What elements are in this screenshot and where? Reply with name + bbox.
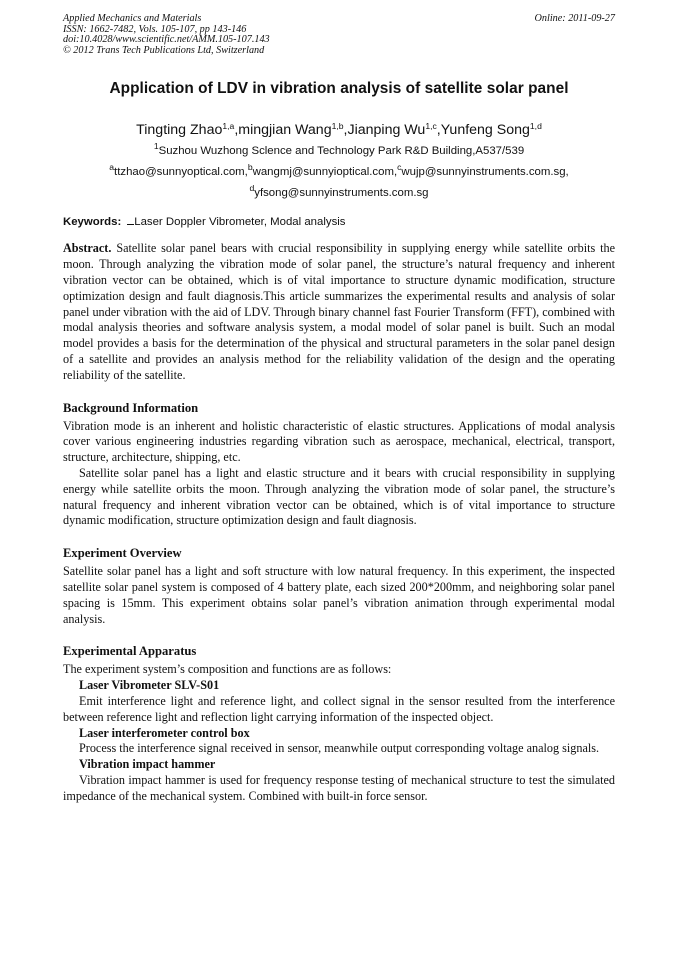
author-name: Tingting Zhao	[136, 122, 223, 139]
author-sep: ,	[436, 122, 441, 139]
author-sup: 1,d	[529, 121, 542, 132]
abstract-label: Abstract.	[63, 241, 112, 256]
issn-line: ISSN: 1662-7482, Vols. 105-107, pp 143-146	[63, 23, 247, 35]
author-sup: 1,a	[222, 121, 235, 132]
affiliation-text: Suzhou Wuzhong Sclence and Technology Park R&D Building,A537/539	[158, 145, 525, 158]
overview-paragraph-1: Satellite solar panel has a light and soft structure with low natural frequency. In this experiment, the inspected satellite solar panel system is composed of 4 battery plate, each sized 200*200mm, and neighboring solar panel spacing is 15mm. This experiment obtains solar panel’s vibration animation through experimental modal analysis.	[63, 564, 615, 626]
abstract-text: Satellite solar panel bears with crucial responsibility in supplying energy while satellite orbits the moon. Through analyzing the vibration mode of solar panel, the structure’s natural frequency and inherent vibration vector can be obtained, which is of vital importance to structure dynamic modification, structure optimization design and fault diagnosis.This article summarizes the experimental results and analysis of solar panel under vibration with the aid of LDV. Through binary channel fast Fourier Transform (FFT), combined with modal analysis theories and software analysis system, a modal model of solar panel is built. Such an modal model provides a basis for the determination of the physical and structural parameters in the solar panel design of a satellite and provides an analysis method for the reliability validation of the design and the operating reliability of the satellite.	[63, 241, 616, 382]
email-sup: c	[397, 162, 402, 173]
journal-name: Applied Mechanics and Materials	[63, 13, 202, 24]
email-b[interactable]: wangmj@sunnyioptical.com,	[252, 166, 398, 179]
paper-title: Application of LDV in vibration analysis of satellite solar panel	[109, 80, 569, 98]
apparatus-item-desc: Emit interference light and reference light, and collect signal in the sensor resulted from the interference between reference light and reflection light carrying information of the inspected object.	[63, 693, 615, 724]
copyright-line: © 2012 Trans Tech Publications Ltd, Switzerland	[63, 44, 265, 56]
abstract	[63, 241, 615, 383]
email-sup: d	[249, 183, 255, 194]
section-heading-overview: Experiment Overview	[63, 546, 182, 561]
author-name: Yunfeng Song	[440, 122, 530, 139]
author-sup: 1,b	[331, 121, 344, 132]
email-c[interactable]: wujp@sunnyinstruments.com.sg,	[401, 166, 569, 179]
affiliation-sup: 1	[153, 141, 159, 152]
author-name: Jianping Wu	[347, 122, 426, 139]
author-list	[63, 122, 615, 138]
keywords-text: Laser Doppler Vibrometer, Modal analysis	[134, 216, 346, 229]
apparatus-item-title: Laser Vibrometer SLV-S01	[79, 678, 220, 693]
email-d[interactable]: yfsong@sunnyinstruments.com.sg	[254, 187, 429, 200]
email-line-1	[63, 162, 615, 183]
apparatus-intro: The experiment system’s composition and functions are as follows:	[63, 662, 392, 677]
email-line-2	[63, 183, 615, 204]
email-a[interactable]: ttzhao@sunnyoptical.com,	[114, 166, 248, 179]
author-name: mingjian Wang	[238, 122, 332, 139]
apparatus-item-title: Laser interferometer control box	[79, 725, 250, 740]
apparatus-item-desc: Process the interference signal received in sensor, meanwhile output corresponding voltage analog signals.	[79, 741, 600, 756]
keywords-label: Keywords:	[63, 216, 122, 229]
online-date: Online: 2011-09-27	[534, 13, 615, 24]
journal-header	[63, 14, 615, 56]
keywords	[63, 215, 615, 228]
affiliation	[63, 141, 615, 162]
author-sup: 1,c	[425, 121, 437, 132]
apparatus-item-title: Vibration impact hammer	[79, 757, 216, 772]
author-sep: ,	[343, 122, 348, 139]
email-sup: b	[247, 162, 253, 173]
author-sep: ,	[234, 122, 239, 139]
background-paragraph-2: Satellite solar panel has a light and elastic structure and it bears with crucial responsibility in supplying energy while satellite orbits the moon. Through analyzing the vibration mode of solar panel, the structure’s natural frequency and inherent vibration vector can be obtained, which is of vital importance to structure dynamic modification, structure optimization design and fault diagnosis.	[63, 465, 615, 528]
section-heading-background: Background Information	[63, 400, 199, 415]
background-paragraph-1: Vibration mode is an inherent and holistic characteristic of elastic structures. Applications of modal analysis cover various engineering industries regarding vibration such as aerospace, mechanical, electrical, transport, structure, architecture, shipping, etc.	[63, 418, 615, 465]
email-sup: a	[109, 162, 115, 173]
paper-page	[63, 14, 615, 804]
section-heading-apparatus: Experimental Apparatus	[63, 644, 197, 659]
apparatus-item-desc: Vibration impact hammer is used for frequency response testing of mechanical structure to test the simulated impedance of the mechanical system. Combined with built-in force sensor.	[63, 772, 615, 803]
doi-line[interactable]: doi:10.4028/www.scientific.net/AMM.105-107.143	[63, 34, 270, 46]
